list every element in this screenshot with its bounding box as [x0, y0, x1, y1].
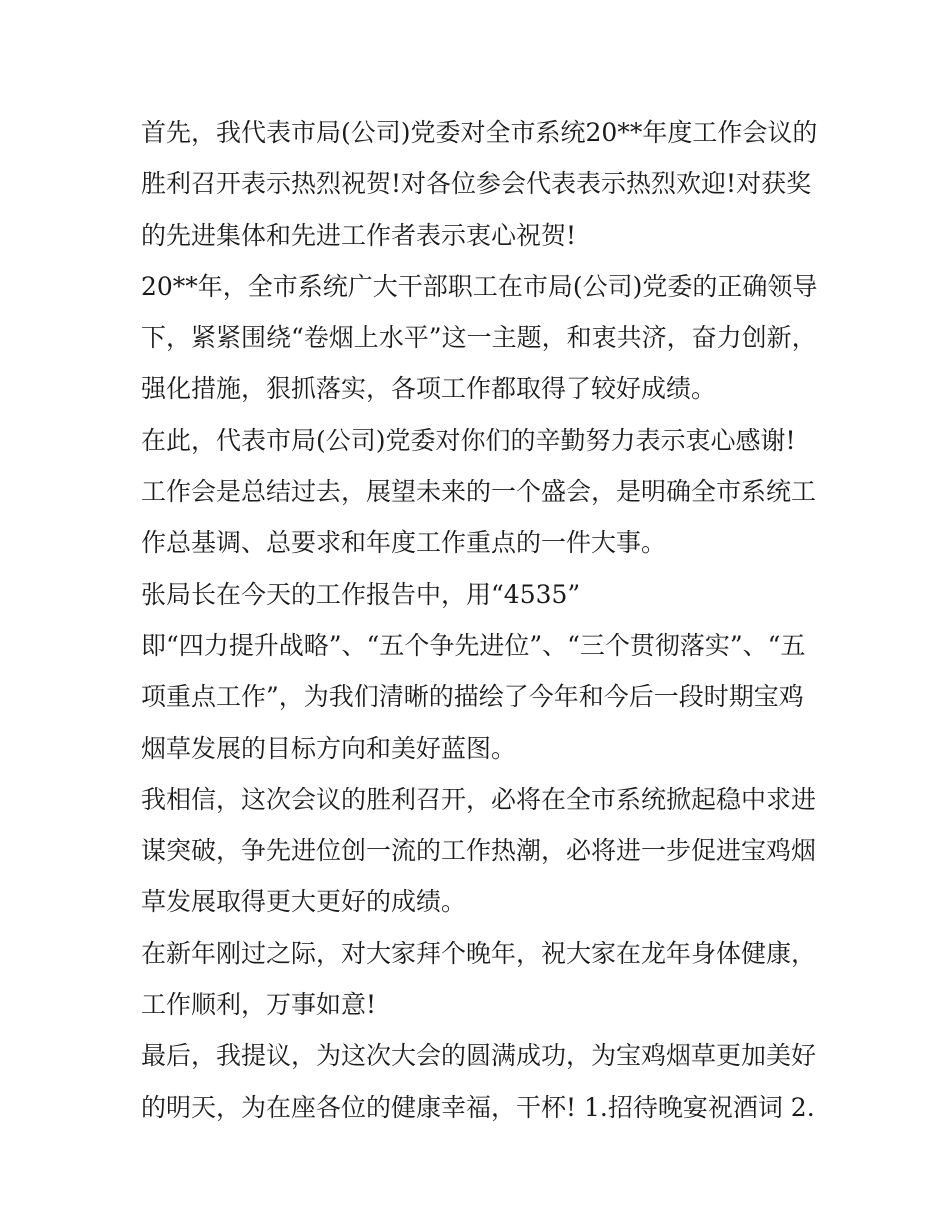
text-line: 草发展取得更大更好的成绩。 — [141, 887, 467, 917]
text-line: 工作会是总结过去，展望未来的一个盛会，是明确全市系统工 — [141, 477, 817, 507]
text-line: 项重点工作”，为我们清晰的描绘了今年和今后一段时期宝鸡 — [141, 682, 804, 712]
text-line: 最后，我提议，为这次大会的圆满成功，为宝鸡烟草更加美好 — [141, 1041, 817, 1071]
text-line: 张局长在今天的工作报告中，用“4535” — [141, 579, 581, 609]
text-line: 的先进集体和先进工作者表示衷心祝贺! — [141, 220, 577, 250]
text-line: 作总基调、总要求和年度工作重点的一件大事。 — [141, 528, 667, 558]
text-line: 强化措施，狠抓落实，各项工作都取得了较好成绩。 — [141, 374, 717, 404]
text-line: 20**年，全市系统广大干部职工在市局(公司)党委的正确领导 — [141, 271, 818, 301]
text-line: 首先，我代表市局(公司)党委对全市系统20**年度工作会议的 — [141, 118, 818, 147]
text-line: 即“四力提升战略”、“五个争先进位”、“三个贯彻落实”、“五 — [141, 630, 806, 660]
document-body — [141, 107, 821, 1133]
text-line: 在此，代表市局(公司)党委对你们的辛勤努力表示衷心感谢! — [141, 425, 796, 455]
text-line: 我相信，这次会议的胜利召开，必将在全市系统掀起稳中求进 — [141, 784, 817, 814]
text-line: 工作顺利，万事如意! — [141, 990, 377, 1020]
text-line: 烟草发展的目标方向和美好蓝图。 — [141, 733, 517, 763]
text-line: 在新年刚过之际，对大家拜个晚年，祝大家在龙年身体健康， — [141, 938, 817, 968]
text-line: 谋突破，争先进位创一流的工作热潮，必将进一步促进宝鸡烟 — [141, 836, 817, 866]
text-line: 的明天，为在座各位的健康幸福，干杯! 1.招待晚宴祝酒词 2. — [141, 1092, 815, 1122]
text-line: 胜利召开表示热烈祝贺!对各位参会代表表示热烈欢迎!对获奖 — [141, 169, 812, 199]
text-line: 下，紧紧围绕“卷烟上水平”这一主题，和衷共济，奋力创新， — [141, 323, 817, 353]
